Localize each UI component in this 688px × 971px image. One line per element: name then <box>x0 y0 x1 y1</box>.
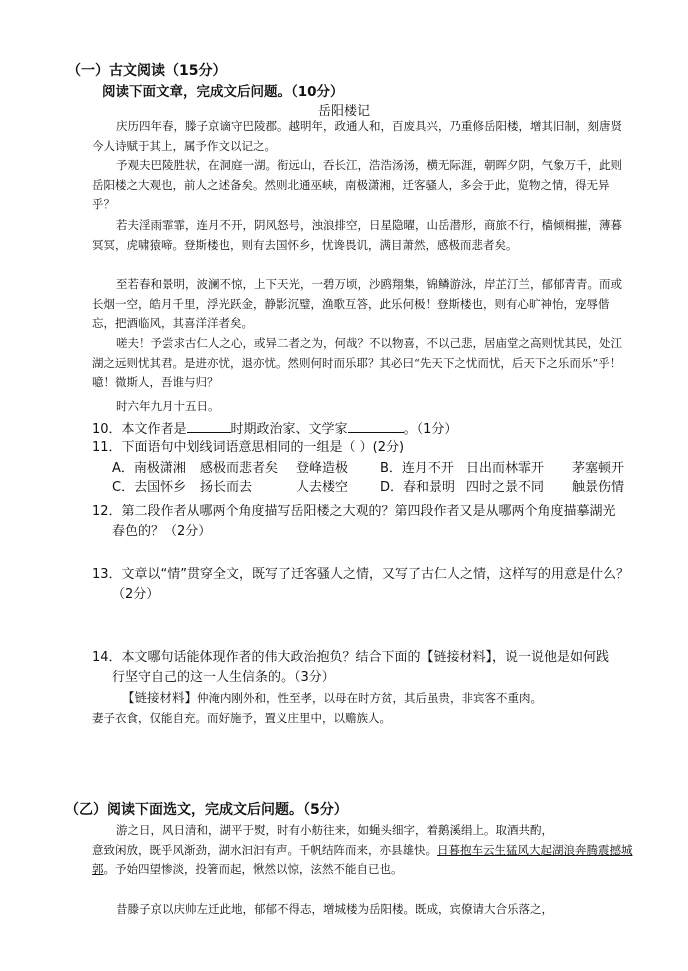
question-10: 10．本文作者是 时期政治家、文学家 。（1分） <box>92 418 642 440</box>
option-d-label[interactable]: D．春和景明 <box>380 480 456 495</box>
underlined-sentence: 日暮抱车云生猛风大起湖浪奔腾震撼城郭 <box>92 842 633 877</box>
section2-paragraph-1: 游之日，风日清和，湖平于熨，时有小舫往来，如蝇头细字，着鹅溪绢上。取酒共酌， 意致闲放，既乎风渐劲，湖水汩汩有声。千帆结阵而来，亦县雄快。日暮抱车云生猛风大起湖浪奔腾震撼城郭。予始四望惨淡，投箸而起，愀然以惊，泫然不能自已也。 <box>92 823 633 877</box>
question-12: 12．第二段作者从哪两个角度描写岳阳楼之大观的？第四段作者又是从哪两个角度描摹湖光 春色的？（2分） <box>92 504 616 539</box>
essay-paragraph-3: 若夫淫雨霏霏，连月不开，阴风怒号，浊浪排空，日星隐曜，山岳潜形，商旅不行，樯倾楫摧，薄暮冥冥，虎啸猿啼。登斯楼也，则有去国怀乡，忧谗畏讥，满目萧然，感极而悲者矣。 <box>92 218 622 252</box>
options-row-cd: C．去国怀乡 扬长而去 人去楼空 D．春和景明 四时之景不同 触景伤情 <box>112 480 625 495</box>
section2-paragraph-2: 昔滕子京以庆帅左迁此地，郁郁不得志，增城楼为岳阳楼。既成，宾僚请大合乐落之， <box>116 902 553 916</box>
section-instruction: 阅读下面文章，完成文后问题。（10分） <box>102 84 344 100</box>
options-row-ab: A．南极潇湘 感极而悲者矣 登峰造极 B．连月不开 日出而林霏开 茅塞顿开 <box>112 461 625 476</box>
question-14: 14．本文哪句话能体现作者的伟大政治抱负？结合下面的【链接材料】，说一说他是如何践 行坚守自己的这一人生信条的。（3分） <box>92 650 610 685</box>
question-11: 11．下面语句中划线词语意思相同的一组是（ ）(2分) <box>92 440 405 455</box>
essay-paragraph-1: 庆历四年春，滕子京谪守巴陵郡。越明年，政通人和，百废具兴，乃重修岳阳楼，增其旧制，刻唐贤今人诗赋于其上，属予作文以记之。 <box>92 119 622 153</box>
option-b-label[interactable]: B．连月不开 <box>380 461 454 476</box>
answer-blank-1[interactable] <box>187 418 231 433</box>
option-a-label[interactable]: A．南极潇湘 <box>112 461 186 476</box>
essay-title: 岳阳楼记 <box>317 104 370 119</box>
question-13: 13．文章以“情”贯穿全文，既写了迁客骚人之情，又写了古仁人之情，这样写的用意是什么？ （2分） <box>92 567 630 602</box>
essay-paragraph-2: 予观夫巴陵胜状，在洞庭一湖。衔远山，吞长江，浩浩汤汤，横无际涯，朝晖夕阴，气象万千，此则岳阳楼之大观也，前人之述备矣。然则北通巫峡，南极潇湘，迁客骚人，多会于此，览物之情，得无异乎？ <box>92 158 622 212</box>
question-11-options <box>112 459 632 497</box>
section2-heading: （乙）阅读下面选文，完成文后问题。（5分） <box>65 802 348 818</box>
link-material-label: 【链接材料】 <box>122 690 198 705</box>
answer-blank-2[interactable] <box>348 418 404 433</box>
section-heading: （一）古文阅读（15分） <box>67 63 227 79</box>
essay-paragraph-4: 至若春和景明，波澜不惊，上下天光，一碧万顷，沙鸥翔集，锦鳞游泳，岸芷汀兰，郁郁青青。而或长烟一空，皓月千里，浮光跃金，静影沉璧，渔歌互答，此乐何极！登斯楼也，则有心旷神怡，宠辱偕忘，把酒临风，其喜洋洋者矣。 <box>92 277 622 331</box>
essay-paragraph-5: 嗟夫！予尝求古仁人之心，或异二者之为，何哉？不以物喜，不以己悲，居庙堂之高则忧其民，处江湖之远则忧其君。是进亦忧，退亦忧。然则何时而乐耶？其必曰“先天下之忧而忧，后天下之乐而乐”乎！噫！微斯人，吾谁与归？ <box>92 336 622 390</box>
option-c-label[interactable]: C．去国怀乡 <box>112 480 187 495</box>
essay-date: 时六年九月十五日。 <box>116 399 220 413</box>
link-material: 【链接材料】仲淹内刚外和，性至孝，以母在时方贫，其后虽贵，非宾客不重肉。 妻子衣食，仅能自充。而好施予，置义庄里中，以赡族人。 <box>92 690 543 725</box>
